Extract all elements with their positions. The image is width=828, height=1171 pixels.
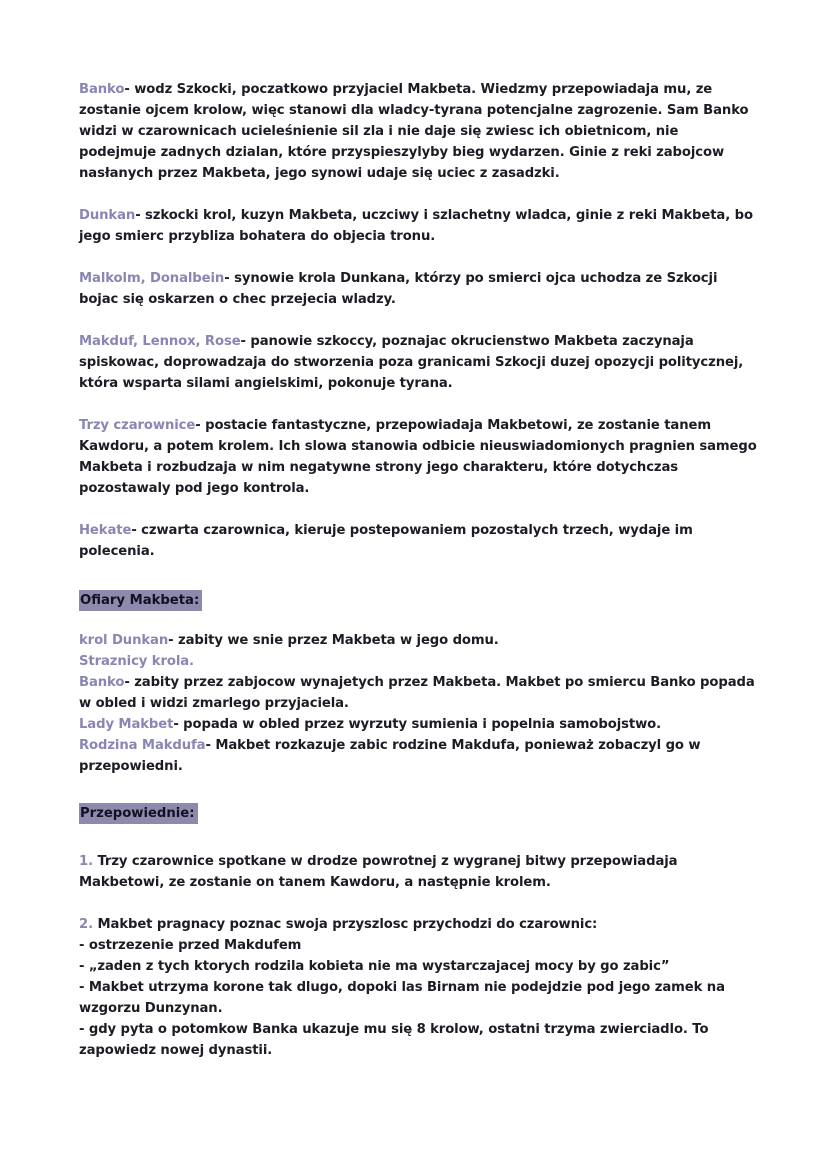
character-three-witches (79, 415, 758, 499)
prophecy-number: 1. (79, 854, 93, 869)
character-name: Hekate (79, 523, 132, 538)
character-name: Dunkan (79, 208, 136, 223)
character-description: - postacie fantastyczne, przepowiadaja Makbetowi, ze zostanie tanem Kawdoru, a potem krolem. Ich slowa stanowia odbicie nieuswiadomionych pragnien samego Makbeta i rozbudzaja w nim negatywne strony jego charakteru, które dotychczas pozostawaly pod jego kontrola. (79, 418, 757, 496)
character-name: Trzy czarownice (79, 418, 196, 433)
character-description: - czwarta czarownica, kieruje postepowaniem pozostalych trzech, wydaje im polecenia. (79, 523, 693, 559)
victim-description: - Makbet rozkazuje zabic rodzine Makdufa, ponieważ zobaczyl go w przepowiedni. (79, 738, 701, 774)
prophecy-text: Makbet pragnacy poznac swoja przyszlosc przychodzi do czarownic: (93, 917, 598, 932)
prophecy-2-line: - gdy pyta o potomkow Banka ukazuje mu się 8 krolow, ostatni trzyma zwierciadlo. To zapowiedz nowej dynastii. (79, 1022, 709, 1058)
victim-description: - popada w obled przez wyrzuty sumienia i popelnia samobojstwo. (173, 717, 662, 732)
character-banko (79, 79, 758, 184)
victim-name: Lady Makbet (79, 717, 174, 732)
prophecy-2-line: - ostrzezenie przed Makdufem (79, 938, 302, 953)
character-description: - synowie krola Dunkana, którzy po smierci ojca uchodza ze Szkocji bojac się oskarzen o chec przejecia wladzy. (79, 271, 718, 307)
victim-description: - zabity przez zabjocow wynajetych przez Makbeta. Makbet po smiercu Banko popada w obled i widzi zmarlego przyjaciela. (79, 675, 755, 711)
victim-banko (79, 672, 758, 714)
character-malkolm-donalbein (79, 268, 758, 310)
victim-name: Straznicy krola. (79, 654, 194, 669)
victim-guards (79, 651, 758, 672)
victims-heading: Ofiary Makbeta: (79, 590, 202, 611)
character-hekate (79, 520, 758, 562)
character-description: - panowie szkoccy, poznajac okrucienstwo Makbeta zaczynaja spiskowac, doprowadzaja do stworzenia poza granicami Szkocji duzej opozycji politycznej, która wsparta silami angielskimi, pokonuje tyrana. (79, 334, 744, 391)
prophecy-text: Trzy czarownice spotkane w drodze powrotnej z wygranej bitwy przepowiadaja Makbetowi, ze zostanie on tanem Kawdoru, a następnie krolem. (79, 854, 678, 890)
victim-lady-makbet (79, 714, 758, 735)
character-description: - szkocki krol, kuzyn Makbeta, uczciwy i szlachetny wladca, ginie z reki Makbeta, bo jego smierc przybliza bohatera do objecia tronu. (79, 208, 753, 244)
prophecy-2 (79, 914, 758, 935)
prophecy-number: 2. (79, 917, 93, 932)
victim-krol-dunkan (79, 630, 758, 651)
victim-description: - zabity we snie przez Makbeta w jego domu. (168, 633, 499, 648)
character-description: - wodz Szkocki, poczatkowo przyjaciel Makbeta. Wiedzmy przepowiadaja mu, ze zostanie ojcem krolow, więc stanowi dla wladcy-tyrana potencjalne zagrozenie. Sam Banko widzi w czarownicach ucieleśnienie sil zla i nie daje się zwiesc ich obietnicom, nie podejmuje zadnych dzialan, które przyspieszylyby bieg wydarzen. Ginie z reki zabojcow nasłanych przez Makbeta, jego synowi udaje się uciec z zasadzki. (79, 82, 749, 181)
character-name: Malkolm, Donalbein (79, 271, 225, 286)
victim-name: krol Dunkan (79, 633, 169, 648)
victim-name: Rodzina Makdufa (79, 738, 206, 753)
victim-makduf-family (79, 735, 758, 777)
character-makduf-lennox-rose (79, 331, 758, 394)
prophecy-2-line: - „zaden z tych ktorych rodzila kobieta nie ma wystarczajacej mocy by go zabic” (79, 959, 670, 974)
prophecies-heading: Przepowiednie: (79, 803, 198, 824)
prophecy-1 (79, 851, 758, 893)
character-name: Makduf, Lennox, Rose (79, 334, 241, 349)
prophecy-2-line: - Makbet utrzyma korone tak dlugo, dopoki las Birnam nie podejdzie pod jego zamek na wzgorzu Dunzynan. (79, 980, 725, 1016)
character-dunkan (79, 205, 758, 247)
victim-name: Banko (79, 675, 125, 690)
character-name: Banko (79, 82, 125, 97)
